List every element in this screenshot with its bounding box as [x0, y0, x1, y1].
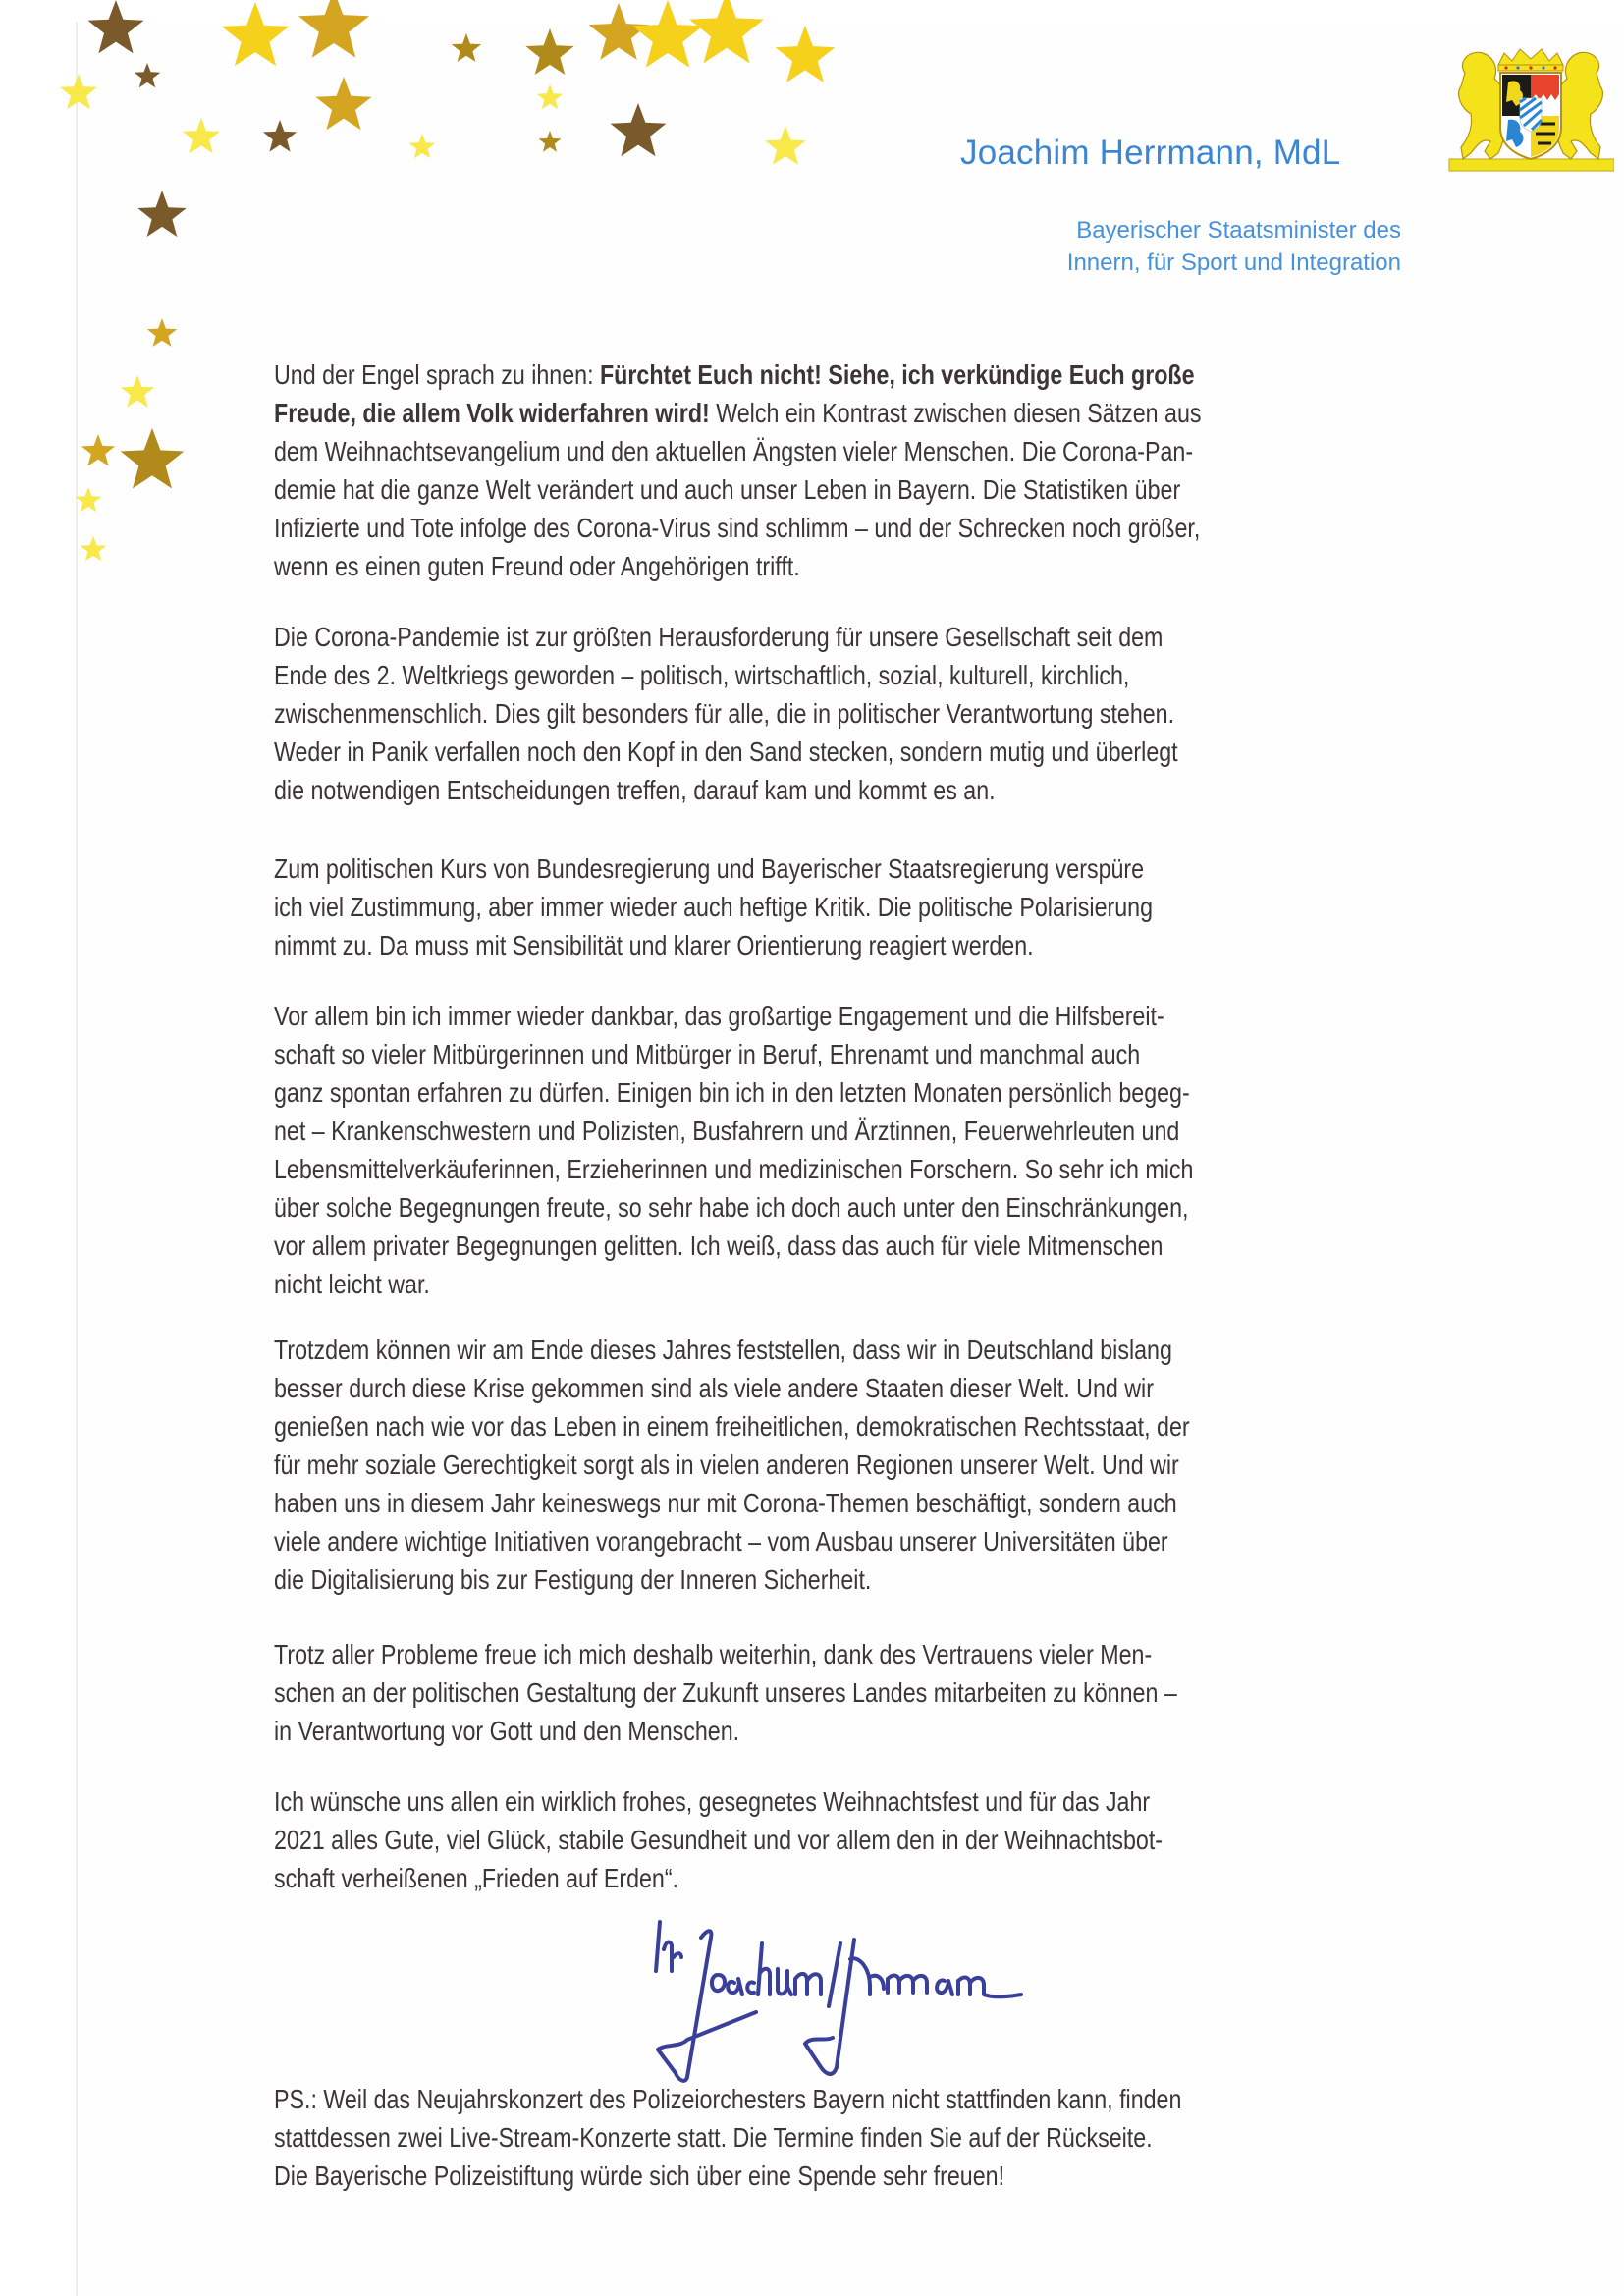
text-line — [274, 1002, 1164, 1031]
text-span: Ende des 2. Weltkriegs geworden – politisch, wirtschaftlich, sozial, kulturell, kirchlich, — [274, 660, 1130, 690]
text-span: Weder in Panik verfallen noch den Kopf in den Sand stecken, sondern mutig und überlegt — [274, 737, 1178, 767]
text-line — [274, 475, 1180, 505]
text-span: 2021 alles Gute, viel Glück, stabile Gesundheit und vor allem den in der Weihnachtsbot- — [274, 1825, 1164, 1855]
text-span: ich viel Zustimmung, aber immer wieder auch heftige Kritik. Die politische Polarisierung — [274, 892, 1154, 922]
text-span: wenn es einen guten Freund oder Angehörigen trifft. — [274, 551, 800, 581]
text-span: viele andere wichtige Initiativen vorangebracht – vom Ausbau unserer Universitäten über — [274, 1526, 1168, 1557]
bavarian-coat-of-arms-icon — [1447, 43, 1614, 176]
star-icon — [135, 63, 161, 87]
star-icon — [689, 0, 764, 63]
text-line — [274, 1193, 1188, 1223]
text-line — [274, 399, 1202, 428]
text-line — [274, 776, 996, 805]
text-span: schaft so vieler Mitbürgerinnen und Mitbürger in Beruf, Ehrenamt und manchmal auch — [274, 1039, 1141, 1069]
text-span: Und der Engel sprach zu ihnen: — [274, 359, 600, 390]
text-line — [274, 738, 1178, 767]
emphasis-text: Freude, die allem Volk widerfahren wird! — [274, 398, 710, 428]
star-icon — [137, 191, 186, 237]
text-line — [274, 552, 800, 581]
sender-name: Joachim Herrmann, MdL — [960, 134, 1341, 172]
text-line — [274, 2085, 1181, 2114]
star-icon — [147, 318, 177, 347]
text-span: schen an der politischen Gestaltung der Zukunft unseres Landes mitarbeiten zu können – — [274, 1677, 1177, 1708]
star-icon — [81, 434, 115, 466]
text-span: Ich wünsche uns allen ein wirklich frohes, gesegnetes Weihnachtsfest und für das Jahr — [274, 1786, 1151, 1817]
sender-title-line: Innern, für Sport und Integration — [1066, 249, 1401, 276]
text-span: Trotzdem können wir am Ende dieses Jahres feststellen, dass wir in Deutschland bislang — [274, 1335, 1172, 1365]
text-line — [274, 2123, 1153, 2153]
text-span: Die Bayerische Polizeistiftung würde sich über eine Spende sehr freuen! — [274, 2160, 1005, 2191]
star-icon — [298, 0, 369, 58]
sender-title-line: Bayerischer Staatsminister des — [1076, 217, 1401, 244]
text-span: Infizierte und Tote infolge des Corona-Virus sind schlimm – und der Schrecken noch größer, — [274, 513, 1201, 543]
star-icon — [76, 487, 102, 512]
star-icon — [537, 84, 564, 109]
star-icon — [611, 103, 667, 156]
star-icon — [81, 536, 107, 561]
text-line — [274, 1412, 1190, 1442]
text-line — [274, 1489, 1177, 1518]
gold-stars-icon — [0, 0, 1624, 687]
text-line — [274, 623, 1163, 652]
star-icon — [525, 28, 573, 75]
text-line — [274, 1336, 1172, 1365]
star-icon — [263, 120, 297, 152]
text-line — [274, 854, 1144, 884]
star-icon — [452, 33, 481, 62]
text-span: ganz spontan erfahren zu dürfen. Einigen bin ich in den letzten Monaten persönlich begeg- — [274, 1077, 1190, 1108]
text-line — [274, 1270, 430, 1299]
text-span: für mehr soziale Gerechtigkeit sorgt als in vielen anderen Regionen unserer Welt. Und wir — [274, 1449, 1179, 1480]
star-icon — [88, 0, 144, 53]
text-span: demie hat die ganze Welt verändert und auch unser Leben in Bayern. Die Statistiken über — [274, 474, 1181, 505]
text-line — [274, 1527, 1168, 1557]
star-icon — [316, 77, 372, 130]
star-icon — [632, 0, 703, 68]
emphasis-text: Fürchtet Euch nicht! Siehe, ich verkündige Euch große — [599, 359, 1195, 390]
text-span: zwischenmenschlich. Dies gilt besonders für alle, die in politischer Verantwortung stehen. — [274, 698, 1175, 729]
text-span: Welch ein Kontrast zwischen diesen Sätzen aus — [709, 398, 1202, 428]
text-line — [274, 931, 1034, 960]
sender-title — [1067, 214, 1401, 279]
text-line — [274, 699, 1174, 729]
signature — [648, 1910, 1119, 2097]
text-line — [274, 1864, 678, 1893]
text-span: stattdessen zwei Live-Stream-Konzerte statt. Die Termine finden Sie auf der Rückseite. — [274, 2122, 1153, 2153]
text-span: Die Corona-Pandemie ist zur größten Herausforderung für unsere Gesellschaft seit dem — [274, 622, 1164, 652]
text-span: die notwendigen Entscheidungen treffen, darauf kam und kommt es an. — [274, 775, 996, 805]
text-line — [274, 1040, 1140, 1069]
text-line — [274, 437, 1193, 466]
text-span: besser durch diese Krise gekommen sind als viele andere Staaten dieser Welt. Und wir — [274, 1373, 1154, 1403]
text-line — [274, 1450, 1179, 1480]
text-span: Lebensmittelverkäuferinnen, Erzieherinnen und medizinischen Forschern. So sehr ich mich — [274, 1154, 1194, 1184]
text-line — [274, 1678, 1177, 1708]
text-line — [274, 1117, 1179, 1146]
text-line — [274, 1640, 1152, 1669]
text-span: PS.: Weil das Neujahrskonzert des Polizeiorchesters Bayern nicht stattfinden kann, finden — [274, 2084, 1182, 2114]
text-line — [274, 1826, 1163, 1855]
text-line — [274, 514, 1200, 543]
text-span: vor allem privater Begegnungen gelitten. Ich weiß, dass das auch für viele Mitmenschen — [274, 1230, 1164, 1261]
text-span: Trotz aller Probleme freue ich mich deshalb weiterhin, dank des Vertrauens vieler Men- — [274, 1639, 1153, 1669]
text-span: in Verantwortung vor Gott und den Menschen. — [274, 1716, 740, 1746]
text-line — [274, 661, 1129, 690]
star-icon — [183, 118, 220, 153]
text-line — [274, 2161, 1004, 2191]
text-line — [274, 360, 1195, 390]
text-line — [274, 1374, 1154, 1403]
text-span: über solche Begegnungen freute, so sehr habe ich doch auch unter den Einschränkungen, — [274, 1192, 1189, 1223]
text-span: genießen nach wie vor das Leben in einem freiheitlichen, demokratischen Rechtsstaat, der — [274, 1411, 1190, 1442]
text-span: nicht leicht war. — [274, 1269, 430, 1299]
text-span: dem Weihnachtsevangelium und den aktuellen Ängsten vieler Menschen. Die Corona-Pan- — [274, 436, 1194, 466]
star-icon — [539, 131, 562, 152]
text-span: net – Krankenschwestern und Polizisten, Busfahrern und Ärztinnen, Feuerwehrleuten und — [274, 1116, 1180, 1146]
star-icon — [222, 2, 289, 66]
star-icon — [60, 74, 97, 109]
text-span: schaft verheißenen „Frieden auf Erden“. — [274, 1863, 679, 1893]
star-icon — [121, 428, 185, 489]
text-span: nimmt zu. Da muss mit Sensibilität und klarer Orientierung reagiert werden. — [274, 930, 1034, 960]
text-span: haben uns in diesem Jahr keineswegs nur mit Corona-Themen beschäftigt, sondern auch — [274, 1488, 1177, 1518]
text-line — [274, 893, 1153, 922]
star-icon — [409, 134, 436, 158]
text-line — [274, 1787, 1150, 1817]
text-line — [274, 1717, 739, 1746]
star-icon — [776, 26, 836, 82]
text-line — [274, 1155, 1193, 1184]
text-line — [274, 1231, 1163, 1261]
text-line — [274, 1565, 871, 1595]
star-icon — [121, 375, 154, 408]
text-line — [274, 1078, 1190, 1108]
text-span: Vor allem bin ich immer wieder dankbar, das großartige Engagement und die Hilfsbereit- — [274, 1001, 1164, 1031]
star-icon — [765, 126, 806, 165]
text-span: die Digitalisierung bis zur Festigung der Inneren Sicherheit. — [274, 1564, 872, 1595]
text-span: Zum politischen Kurs von Bundesregierung und Bayerischer Staatsregierung verspüre — [274, 853, 1145, 884]
